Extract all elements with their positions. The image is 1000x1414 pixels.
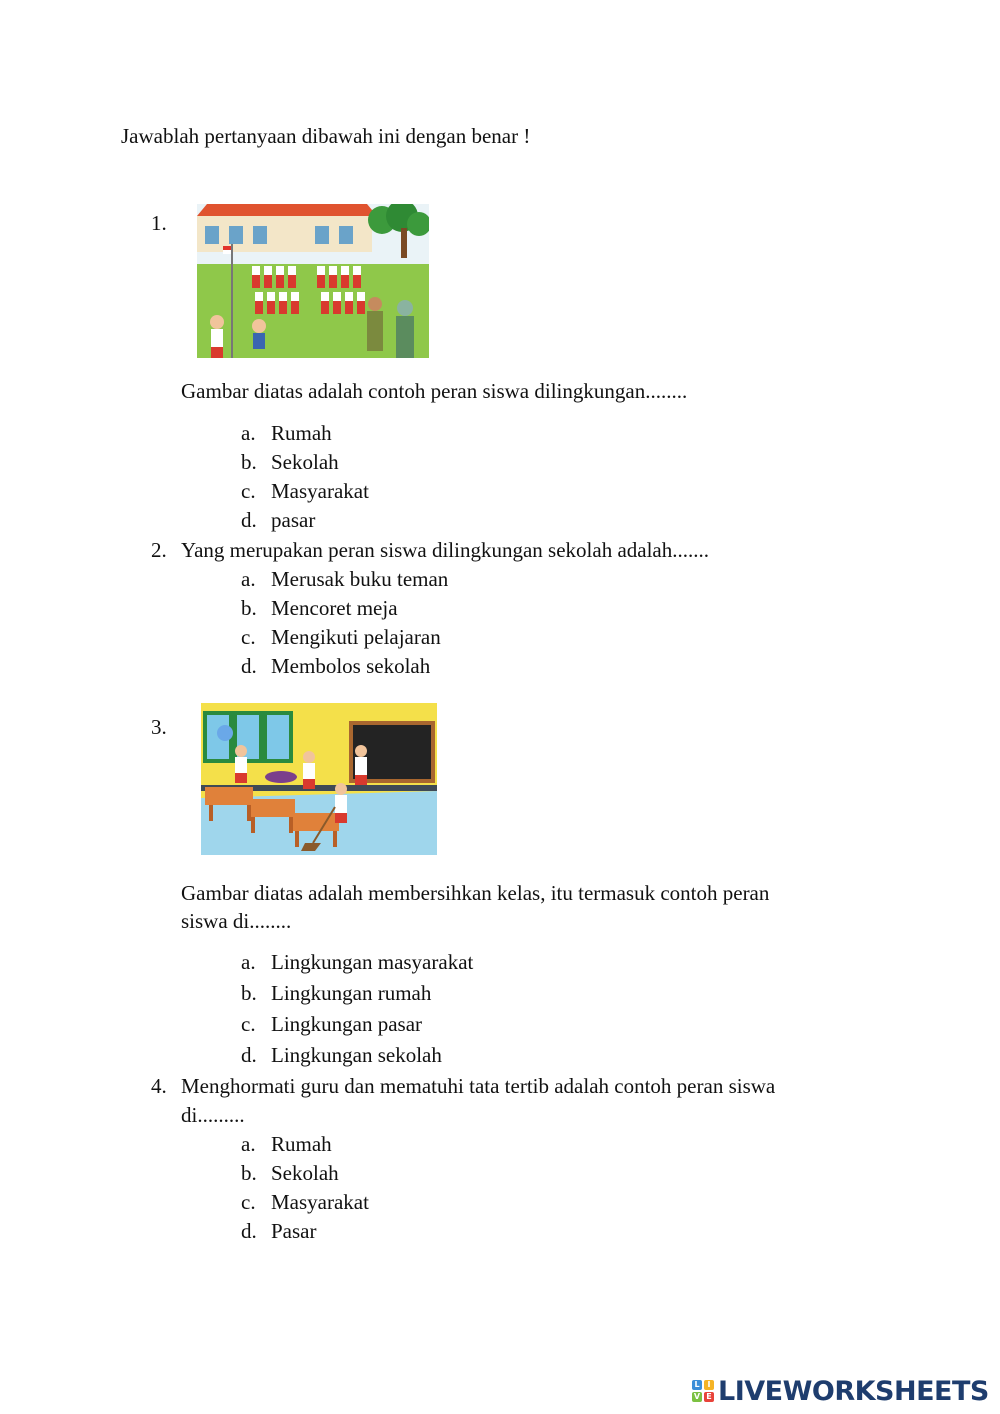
option-text: Lingkungan sekolah [271,1043,442,1067]
logo-cell: E [704,1392,714,1402]
option-letter: a. [241,950,256,974]
option-letter: a. [241,1132,256,1156]
option-letter: a. [241,421,256,445]
option-letter: b. [241,1161,257,1185]
logo-cell: I [704,1380,714,1390]
option-letter: c. [241,625,256,649]
option-letter: b. [241,450,257,474]
option-text: Sekolah [271,1161,339,1185]
option-letter: d. [241,508,257,532]
logo-cell: L [692,1380,702,1390]
option-text: Masyarakat [271,479,369,503]
brand-name: LIVEWORKSHEETS [718,1375,989,1407]
option-letter: b. [241,596,257,620]
students-cleaning-classroom-image [201,703,437,855]
logo-cell: V [693,1392,701,1401]
option-text: Lingkungan rumah [271,981,432,1005]
option-letter: b. [241,981,257,1005]
option-letter: d. [241,654,257,678]
question-number: 2. [151,538,167,562]
question-text-line-2: siswa di........ [181,909,292,933]
liveworksheets-logo-icon [692,1380,714,1402]
option-text: Mengikuti pelajaran [271,625,441,649]
option-letter: d. [241,1219,257,1243]
question-number: 4. [151,1074,167,1098]
option-text: Lingkungan masyarakat [271,950,474,974]
question-text-line-2: di......... [181,1103,245,1127]
question-number: 1. [151,211,167,235]
option-text: Lingkungan pasar [271,1012,423,1036]
option-letter: a. [241,567,256,591]
liveworksheets-logo [692,1376,989,1406]
question-text: Yang merupakan peran siswa dilingkungan sekolah adalah....... [181,538,709,562]
question-text: Gambar diatas adalah contoh peran siswa dilingkungan........ [181,379,688,403]
option-text: Masyarakat [271,1190,369,1214]
option-text: Rumah [271,1132,332,1156]
option-letter: c. [241,1190,256,1214]
school-flag-ceremony-image [197,204,429,358]
question-text-line-1: Gambar diatas adalah membersihkan kelas, itu termasuk contoh peran [181,881,770,905]
option-letter: c. [241,479,256,503]
option-text: Mencoret meja [271,596,398,620]
question-text-line-1: Menghormati guru dan mematuhi tata tertib adalah contoh peran siswa [181,1074,776,1098]
option-text: Sekolah [271,450,339,474]
option-letter: c. [241,1012,256,1036]
option-text: Pasar [271,1219,317,1243]
option-text: Membolos sekolah [271,654,431,678]
option-text: pasar [271,508,316,532]
option-text: Rumah [271,421,332,445]
question-number: 3. [151,715,167,739]
option-text: Merusak buku teman [271,567,449,591]
option-letter: d. [241,1043,257,1067]
instruction-text: Jawablah pertanyaan dibawah ini dengan benar ! [121,124,531,148]
